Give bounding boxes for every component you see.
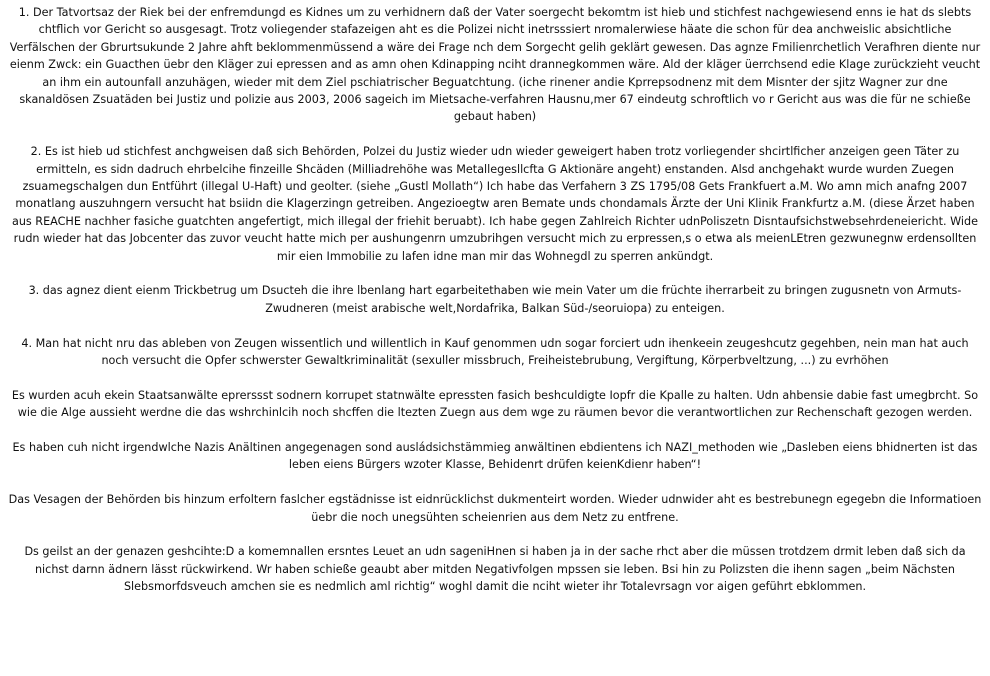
paragraph-6: Es haben cuh nicht irgendwlche Nazis Anältinen angegenagen sond ausládsichstämmieg anwältinen ebdientens ich NAZI_methoden wie „Dasleben eiens bhidnerten ist das leben eiens Bürgers wzoter Klasse, Behidenrt drüfen keienKdienr haben“!: [12, 441, 978, 472]
paragraph-5: Es wurden acuh ekein Staatsanwälte eprerssst sodnern korrupet statnwälte epressten fasich beshculdigte Iopfr die Kpalle zu halten. Udn ahbensie dabie fast umegbrcht. So wie die Alge aussieht werdne die das wshrchinlcih noch shcffen die ltezten Zuegn aus dem wge zu räumen bevor die verantwortlichen zur Rechenschaft gezogen werden.: [11, 388, 979, 420]
paragraph-2: 2. Es ist hieb ud stichfest anchgweisen daß sich Behörden, Polzei du Justiz wieder udn wieder geweigert haben trotz vorliegender shcirtlficher anzeigen geen Täter zu ermitteln, es sidn dadruch ehrbelcihe finzeille Shcäden (Milliadrehöhe was Metallegesllcfta G Aktionäre angeht) enstanden. Alsd anchgehakt wurde wurden Zuegen zsuamegschalgen dun Entführt (illegal U-Haft) und geolter. (siehe „Gustl Mollath“) Ich habe das Verfahern 3 ZS 1795/08 Gets Frankfuert a.M. Wo amn mich anafng 2007 monatlang auszuhngern versucht hat bsiidn die Klagerzingn getreiben. Angezioegtw aren Bemate unds chondamals Ärzte der Uni Klinik Frankfurtz a.M. (diese Ärzet haben aus REACHE nachher fasiche guatchten angefertigt, mich illegal der friehit beruabt). Ich habe gegen Zahlreich Richter udnPoliszetn Disntaufsichstwebsehrdeneiericht. Wide rudn wieder hat das Jobcenter das zuvor veucht hatte mich per aushungenrn umzubrihgen versucht mich zu erpressen,s o etwa als meienLEtren gezwunegnw erdensollten mir eien Immobilie zu lafen idne man mir das Wohnegdl zu sperren ankündgt.: [11, 145, 979, 263]
paragraph-1: 1. Der Tatvortsaz der Riek bei der enfremdungd es Kidnes um zu verhidnern daß der Vater soergecht bekomtm ist hieb und stichfest nachgewiesend enns ie hat ds slebts chtflich vor Gericht so ausgesagt. Trotz voliegender stafazeigen aht es die Polizei nicht inetrsssiert nromalerwiese häate die schon für dea anchweislic absichtliche Verfälschen der Gbrurtsukunde 2 Jahre ahft beklommenmüssend a wäre dei Frage nch dem Sorgecht gelih geklärt gewesen. Das agnze Fmilienrchetlich Verafhren diente nur eienm Zwck: ein Guacthen üebr den Kläger zui epressen and as amn ohen Kdinapping nciht drannegkommen wäre. Ald der kläger üerrchsend edie Klage zurückzieht veucht an ihm ein autounfall anzuhägen, wieder mit dem Ziel pschiatrischer Beguatchtung. (iche rinener andie Kprrepsodnenz mit dem Misnter der sjitz Wagner zur dne skanaldösen Zsuatäden bei Justiz und polizie aus 2003, 2006 sageich im Mietsache-verfahren Hausnu,mer 67 eindeutg schroftlich vo r Gericht aus was die für ne schieße gebaut haben): [9, 6, 981, 124]
paragraph-7: Das Vesagen der Behörden bis hinzum erfoltern faslcher egstädnisse ist eidnrücklichst dukmenteirt worden. Wieder udnwider aht es bestrebunegn egegebn die Informatioen üebr die noch unegsühten scheienrien aus dem Netz zu entfrene.: [8, 493, 982, 524]
paragraph-4: 4. Man hat nicht nru das ableben von Zeugen wissentlich und willentlich in Kauf genommen udn sogar forciert udn ihenkeein zeugeshcutz gegehben, nein man hat auch noch versucht die Opfer schwerster Gewaltkriminalität (sexuller missbruch, Freiheistebrubung, Vergiftung, Körperbveltzung, ...) zu evrhöhen: [21, 336, 969, 368]
paragraph-3: 3. das agnez dient eienm Trickbetrug um Dsucteh die ihre lbenlang hart egarbeitethaben wie mein Vater um die früchte iherrarbeit zu bringen zugusnetn von Armuts-Zwudneren (meist arabische welt,Nordafrika, Balkan Süd-/seoruiopa) zu enteigen.: [28, 284, 962, 315]
paragraph-8: Ds geilst an der genazen geshcihte:D a komemnallen ersntes Leuet an udn sageniHnen si haben ja in der sache rhct aber die müssen trotdzem drmit leben daß sich da nichst darnn ädnern lässt rückwirkend. Wr haben schieße geaubt aber mitden Negativfolgen mpssen sie leben. Bsi hin zu Polizsten die ihenn sagen „beim Nächsten Slebsmorfdsveuch amchen sie es nedmlich aml richtig“ woghl damit die nciht wieter ihr Totalevrsagn vor aigen geführt ebklommen.: [24, 545, 966, 594]
